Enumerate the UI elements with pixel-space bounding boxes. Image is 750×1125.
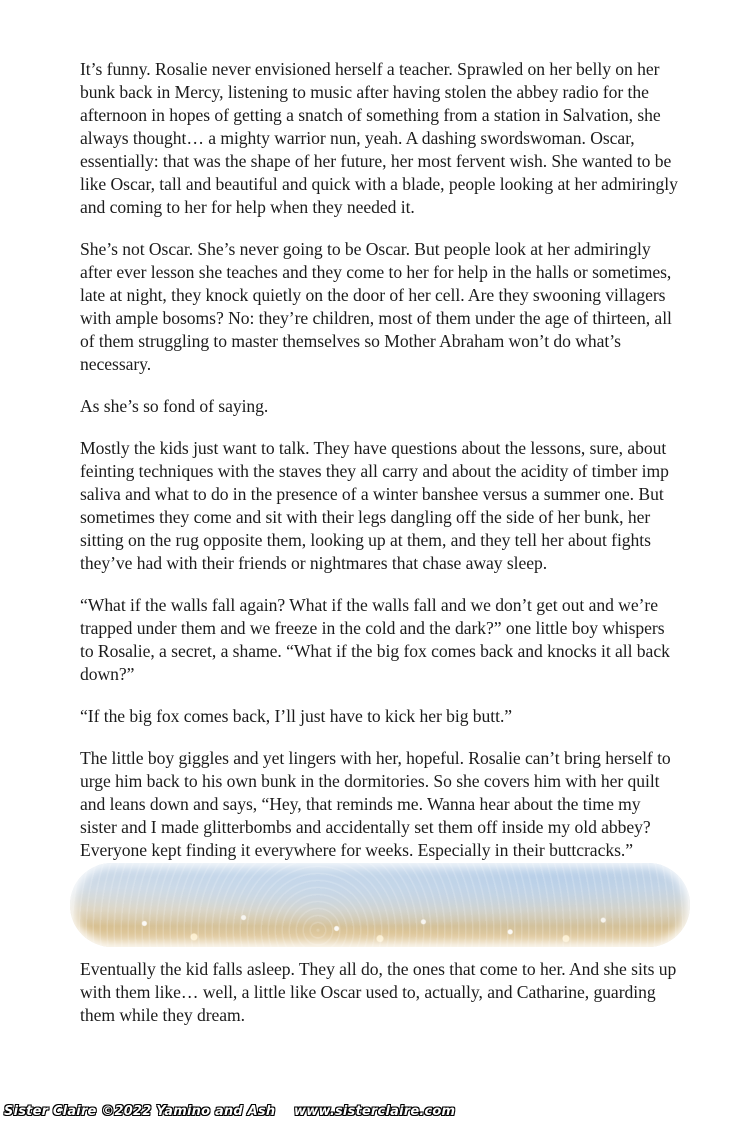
paragraph: “What if the walls fall again? What if the walls fall and we don’t get out and we’re trapped under them and we freeze in the cold and the dark?” one little boy whispers to Rosalie, a secret, a shame. “What if the big fox comes back and knocks it all back down?” [80,595,670,684]
paragraph: It’s funny. Rosalie never envisioned herself a teacher. Sprawled on her belly on her bunk back in Mercy, listening to music after having stolen the abbey radio for the afternoon in hopes of getting a snatch of something from a station in Salvation, she always thought… a mighty warrior nun, yeah. A dashing swordswoman. Oscar, essentially: that was the shape of her future, her most fervent wish. She wanted to be like Oscar, tall and beautiful and quick with a blade, people looking at her admiringly and coming to her for help when they needed it. [80,59,678,217]
paragraph: The little boy giggles and yet lingers with her, hopeful. Rosalie can’t bring herself to urge him back to his own bunk in the dormitories. So she covers him with her quilt and leans down and says, “Hey, that reminds me. Wanna hear about the time my sister and I made glitterbombs and accidentally set them off inside my old abbey? Everyone kept finding it everywhere for weeks. Especially in their buttcracks.” [80,748,671,860]
website-url: www.sisterclaire.com [294,1104,456,1119]
story-text [80,58,680,881]
paragraph: Mostly the kids just want to talk. They have questions about the lessons, sure, about feinting techniques with the staves they all carry and about the acidity of timber imp saliva and what to do in the presence of a winter banshee versus a summer one. But sometimes they come and sit with their legs dangling off the side of her bunk, her sitting on the rug opposite them, looking up at them, and they tell her about fights they’ve had with their friends or nightmares that chase away sleep. [80,438,669,573]
paragraph: As she’s so fond of saying. [80,396,269,416]
footer-credit [4,1104,469,1119]
copyright-credit: Sister Claire ©2022 Yamino and Ash [4,1104,276,1119]
glitter-divider-image [70,863,690,947]
paragraph: She’s not Oscar. She’s never going to be Oscar. But people look at her admiringly after ever lesson she teaches and they come to her for help in the halls or sometimes, late at night, they knock quietly on the door of her cell. Are they swooning villagers with ample bosoms? No: they’re children, most of them under the age of thirteen, all of them struggling to master themselves so Mother Abraham won’t do what’s necessary. [80,239,672,374]
story-text-ending [80,958,680,1046]
paragraph: “If the big fox comes back, I’ll just have to kick her big butt.” [80,706,513,726]
paragraph: Eventually the kid falls asleep. They all do, the ones that come to her. And she sits up with them like… well, a little like Oscar used to, actually, and Catharine, guarding them while they dream. [80,959,677,1025]
